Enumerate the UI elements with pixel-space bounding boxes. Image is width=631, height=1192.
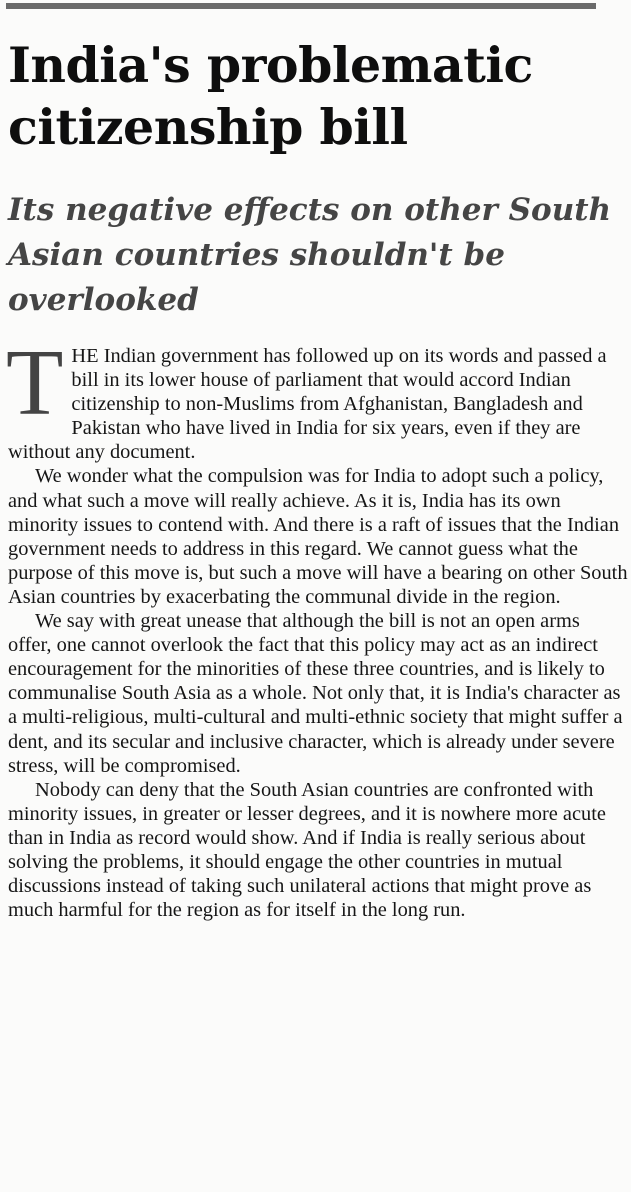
- article-paragraph-1-text: HE Indian government has followed up on its words and passed a bill in its lower house of parliament that would accord Indian citizenship to non-Muslims from Afghanistan, Bangladesh and Pakistan who have lived in India for six years, even if they are without any document.: [8, 345, 607, 464]
- article-paragraph-1: [6, 331, 628, 464]
- headline: India's problematic citizenship bill: [8, 36, 533, 156]
- subheadline: Its negative effects on other South Asian countries shouldn't be overlooked: [8, 192, 612, 318]
- article-body: [6, 331, 628, 922]
- article-paragraph-2: We wonder what the compulsion was for India to adopt such a policy, and what such a move will really achieve. As it is, India has its own minority issues to contend with. And there is a raft of issues that the Indian government needs to address in this regard. We cannot guess what the purpose of this move is, but such a move will have a bearing on other South Asian countries by exacerbating the communal divide in the region.: [8, 465, 628, 608]
- drop-cap: T: [6, 331, 64, 435]
- article-paragraph-4: Nobody can deny that the South Asian countries are confronted with minority issues, in greater or lesser degrees, and it is nowhere more acute than in India as record would show. And if India is really serious about solving the problems, it should engage the other countries in mutual discussions instead of taking such unilateral actions that might prove as much harmful for the region as for itself in the long run.: [8, 778, 606, 922]
- article-paragraph-3: We say with great unease that although the bill is not an open arms offer, one cannot overlook the fact that this policy may act as an indirect encouragement for the minorities of these three countries, and is likely to communalise South Asia as a whole. Not only that, it is India's character as a multi-religious, multi-cultural and multi-ethnic society that might suffer a dent, and its secular and inclusive character, which is already under severe stress, will be compromised.: [8, 610, 623, 777]
- top-rule-divider: [6, 3, 596, 9]
